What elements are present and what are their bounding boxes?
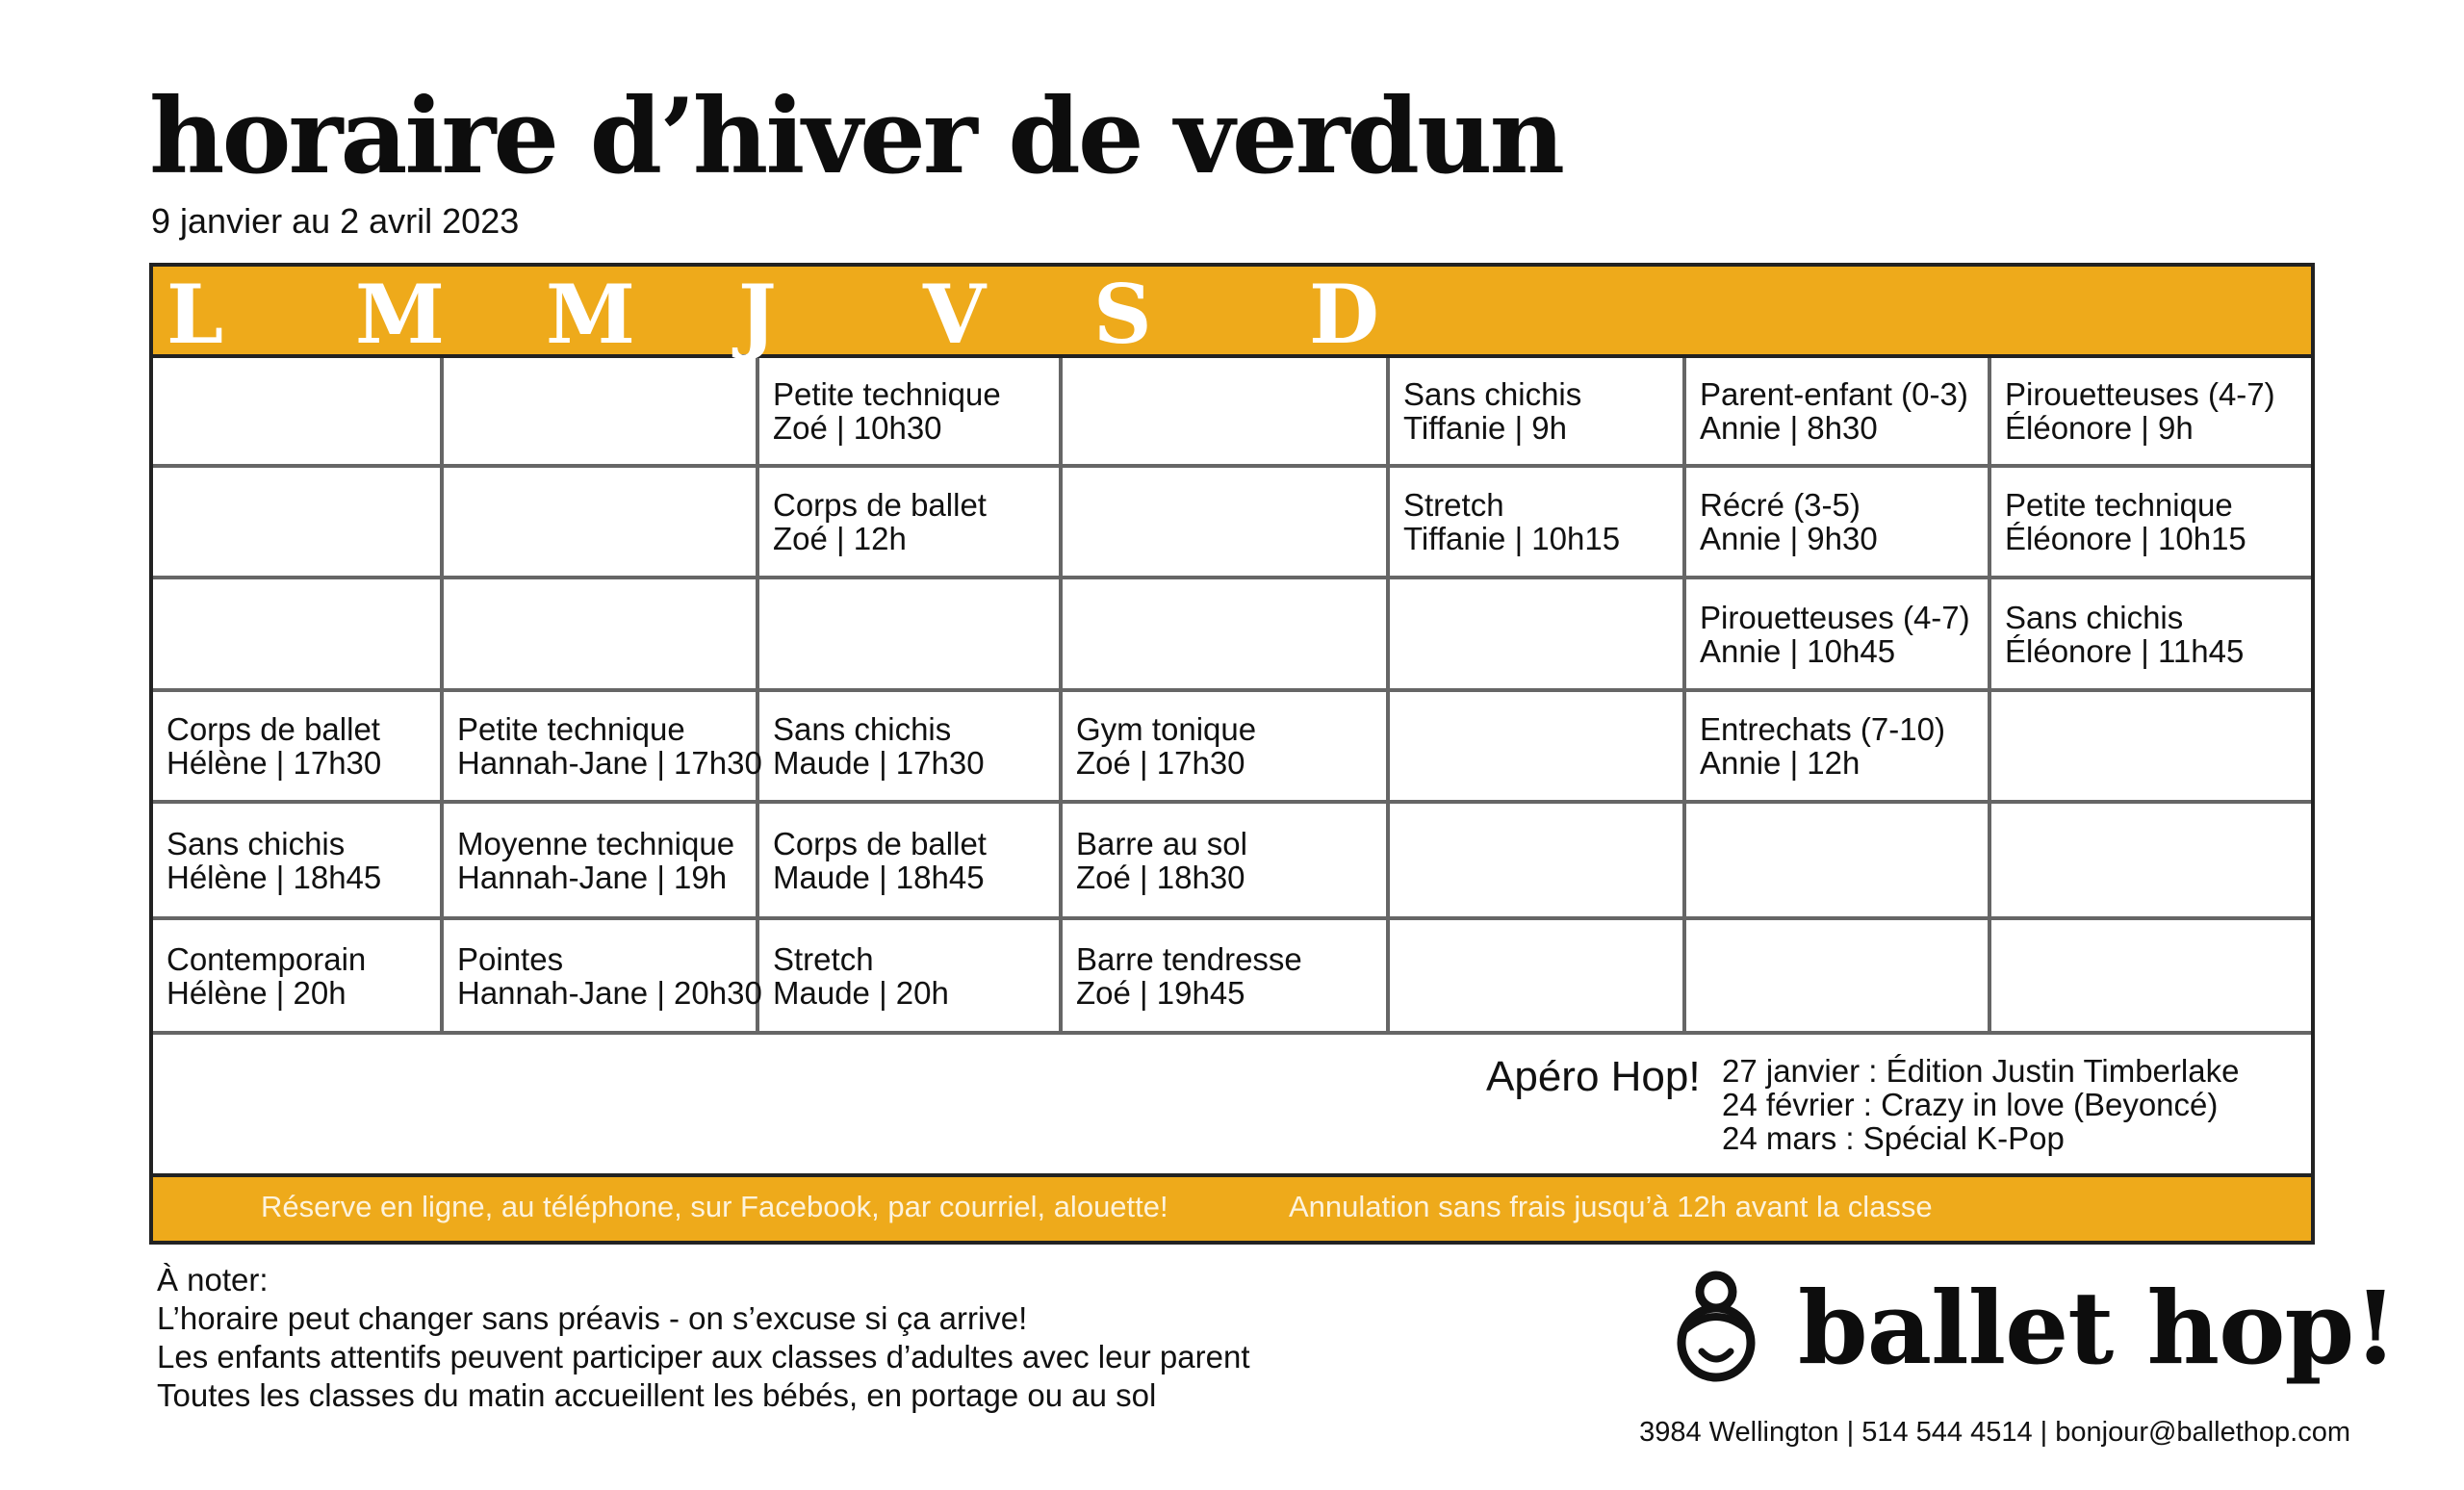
schedule-cell-tuesday <box>444 579 759 692</box>
booking-methods-text: Réserve en ligne, au téléphone, sur Facebook, par courriel, alouette! <box>261 1190 1168 1223</box>
ballerina-face-icon <box>1675 1271 1758 1384</box>
schedule-cell-wednesday <box>759 579 1063 692</box>
day-header-tuesday: M <box>355 267 445 362</box>
class-name: Stretch <box>1403 487 1504 523</box>
class-name: Petite technique <box>457 711 685 747</box>
day-header-friday: V <box>923 267 987 362</box>
class-name: Pirouetteuses (4-7) <box>2005 376 2275 412</box>
day-header-monday: L <box>167 267 224 362</box>
class-teacher-time: Annie | 10h45 <box>1700 632 1896 669</box>
schedule-cell-thursday <box>1063 692 1390 804</box>
schedule-cell-monday <box>153 692 444 804</box>
schedule-cell-thursday <box>1063 579 1390 692</box>
apero-hop-date: 27 janvier : Édition Justin Timberlake <box>1722 1053 2240 1089</box>
class-name: Petite technique <box>773 376 1001 412</box>
ballet-hop-logo <box>1675 1261 2397 1396</box>
day-header-saturday: S <box>1093 267 1152 362</box>
schedule-cell-thursday <box>1063 358 1390 468</box>
schedule-table <box>149 263 2315 1245</box>
schedule-cell-sunday <box>1991 358 2311 468</box>
schedule-cell-tuesday <box>444 804 759 920</box>
notes-section <box>157 1261 1250 1415</box>
class-teacher-time: Hannah-Jane | 19h <box>457 859 728 895</box>
schedule-cell-monday <box>153 468 444 579</box>
cancellation-policy-text: Annulation sans frais jusqu’à 12h avant la classe <box>1289 1190 1933 1223</box>
schedule-cell-friday <box>1390 358 1686 468</box>
apero-hop-dates <box>1722 1054 2239 1155</box>
contact-info: 3984 Wellington | 514 544 4514 | bonjour@ballethop.com <box>1639 1417 2350 1448</box>
class-teacher-time: Éléonore | 10h15 <box>2005 521 2246 556</box>
date-range: 9 janvier au 2 avril 2023 <box>151 201 520 241</box>
class-name: Sans chichis <box>167 825 346 861</box>
note-line: L’horaire peut changer sans préavis - on s’excuse si ça arrive! <box>157 1300 1028 1336</box>
class-name: Gym tonique <box>1076 711 1257 747</box>
class-name: Entrechats (7-10) <box>1700 711 1945 747</box>
class-name: Pointes <box>457 940 564 977</box>
schedule-cell-tuesday <box>444 468 759 579</box>
schedule-cell-wednesday <box>759 358 1063 468</box>
class-name: Stretch <box>773 940 874 977</box>
booking-info-bar <box>153 1173 2311 1241</box>
day-header-sunday: D <box>1309 267 1379 362</box>
class-name: Corps de ballet <box>773 825 987 861</box>
class-name: Corps de ballet <box>167 711 380 747</box>
class-teacher-time: Annie | 8h30 <box>1700 410 1878 446</box>
schedule-cell-saturday <box>1686 468 1991 579</box>
class-teacher-time: Hannah-Jane | 20h30 <box>457 974 762 1011</box>
class-name: Récré (3-5) <box>1700 487 1861 523</box>
notes-heading: À noter: <box>157 1262 269 1297</box>
schedule-cell-monday <box>153 920 444 1035</box>
class-name: Barre au sol <box>1076 825 1247 861</box>
schedule-cell-sunday <box>1991 804 2311 920</box>
schedule-cell-thursday <box>1063 804 1390 920</box>
class-teacher-time: Hélène | 20h <box>167 974 346 1011</box>
class-teacher-time: Maude | 18h45 <box>773 859 985 895</box>
schedule-cell-tuesday <box>444 358 759 468</box>
schedule-cell-friday <box>1390 692 1686 804</box>
class-name: Sans chichis <box>1403 376 1582 412</box>
schedule-cell-friday <box>1390 804 1686 920</box>
class-name: Pirouetteuses (4-7) <box>1700 599 1970 635</box>
note-line: Les enfants attentifs peuvent participer aux classes d’adultes avec leur parent <box>157 1339 1250 1374</box>
apero-hop-date: 24 mars : Spécial K-Pop <box>1722 1120 2065 1156</box>
schedule-cell-thursday <box>1063 920 1390 1035</box>
schedule-cell-tuesday <box>444 692 762 804</box>
schedule-cell-thursday <box>1063 468 1390 579</box>
class-name: Contemporain <box>167 940 367 977</box>
apero-hop-section <box>153 1035 2311 1174</box>
weekday-header <box>153 267 2311 362</box>
schedule-cell-monday <box>153 579 444 692</box>
class-teacher-time: Tiffanie | 10h15 <box>1403 521 1621 556</box>
class-name: Parent-enfant (0-3) <box>1700 376 1968 412</box>
schedule-cell-friday <box>1390 579 1686 692</box>
class-teacher-time: Zoé | 18h30 <box>1076 859 1245 895</box>
class-teacher-time: Hélène | 18h45 <box>167 859 382 895</box>
class-name: Corps de ballet <box>773 487 987 523</box>
class-teacher-time: Éléonore | 9h <box>2005 410 2194 446</box>
class-teacher-time: Zoé | 10h30 <box>773 410 942 446</box>
day-header-wednesday: M <box>546 267 635 362</box>
schedule-cell-wednesday <box>759 920 1063 1035</box>
schedule-cell-saturday <box>1686 920 1991 1035</box>
class-teacher-time: Annie | 12h <box>1700 745 1861 781</box>
schedule-cell-sunday <box>1991 920 2311 1035</box>
class-teacher-time: Annie | 9h30 <box>1700 521 1878 556</box>
schedule-cell-saturday <box>1686 579 1991 692</box>
schedule-cell-sunday <box>1991 579 2311 692</box>
class-teacher-time: Zoé | 17h30 <box>1076 745 1245 781</box>
class-name: Barre tendresse <box>1076 940 1302 977</box>
schedule-cell-wednesday <box>759 692 1063 804</box>
schedule-cell-friday <box>1390 920 1686 1035</box>
schedule-cell-saturday <box>1686 358 1991 468</box>
schedule-cell-friday <box>1390 468 1686 579</box>
class-teacher-time: Éléonore | 11h45 <box>2005 632 2245 669</box>
schedule-cell-monday <box>153 804 444 920</box>
apero-hop-label: Apéro Hop! <box>1486 1053 1701 1100</box>
class-teacher-time: Zoé | 19h45 <box>1076 974 1245 1011</box>
class-name: Moyenne technique <box>457 825 735 861</box>
page-title: horaire d’hiver de verdun <box>149 76 1563 197</box>
schedule-cell-sunday <box>1991 692 2311 804</box>
logo-wordmark: ballet hop! <box>1798 1269 2397 1387</box>
day-header-thursday: J <box>738 267 777 362</box>
note-line: Toutes les classes du matin accueillent les bébés, en portage ou au sol <box>157 1377 1157 1413</box>
schedule-cell-saturday <box>1686 692 1991 804</box>
schedule-cell-tuesday <box>444 920 762 1035</box>
schedule-cell-wednesday <box>759 804 1063 920</box>
apero-hop-date: 24 février : Crazy in love (Beyoncé) <box>1722 1087 2219 1122</box>
schedule-cell-saturday <box>1686 804 1991 920</box>
class-name: Sans chichis <box>2005 599 2184 635</box>
schedule-cell-wednesday <box>759 468 1063 579</box>
class-name: Petite technique <box>2005 487 2233 523</box>
class-teacher-time: Hannah-Jane | 17h30 <box>457 745 762 781</box>
class-name: Sans chichis <box>773 711 952 747</box>
schedule-cell-sunday <box>1991 468 2311 579</box>
class-teacher-time: Maude | 17h30 <box>773 745 985 781</box>
class-teacher-time: Maude | 20h <box>773 974 949 1011</box>
class-teacher-time: Zoé | 12h <box>773 521 907 556</box>
class-teacher-time: Tiffanie | 9h <box>1403 410 1568 446</box>
schedule-cell-monday <box>153 358 444 468</box>
class-teacher-time: Hélène | 17h30 <box>167 745 382 781</box>
